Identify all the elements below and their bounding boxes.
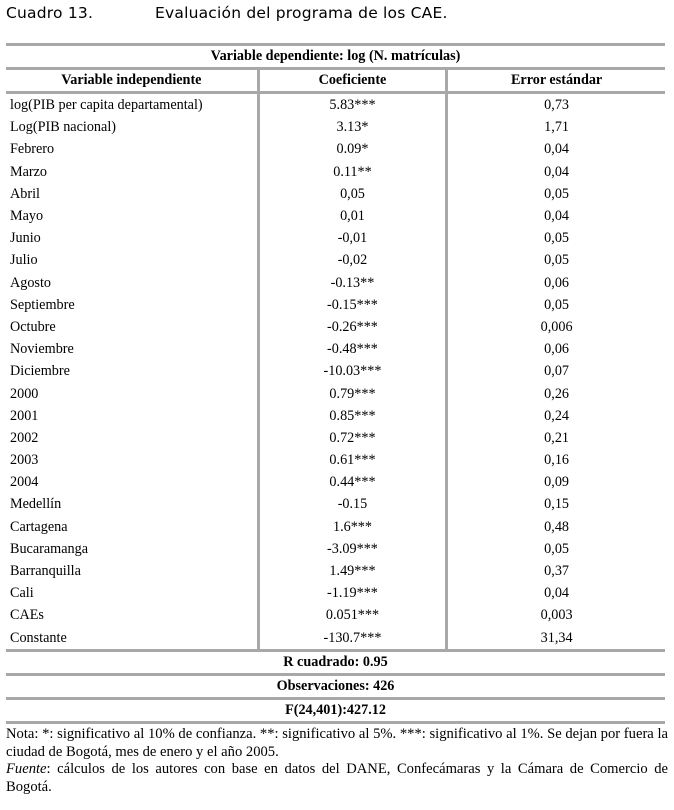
variable-cell: Cali <box>10 585 34 602</box>
std-error-cell: 0,16 <box>447 449 665 471</box>
coefficient-cell: -10.03*** <box>258 360 446 382</box>
std-error-cell: 0,06 <box>447 338 665 360</box>
significance-note: Nota: *: significativo al 10% de confianza. **: significativo al 5%. ***: significativo al 1%. Se dejan por fuera la ciudad de Bogotá, mes de enero y el año 2005. <box>6 726 668 760</box>
variable-cell: Log(PIB nacional) <box>10 119 116 136</box>
table-row <box>6 272 665 294</box>
variable-cell: 2000 <box>10 385 39 402</box>
variable-cell: Mayo <box>10 208 44 225</box>
std-error-cell: 0,05 <box>447 294 665 316</box>
table-row <box>6 516 665 538</box>
table-row <box>6 382 665 404</box>
table-row <box>6 338 665 360</box>
variable-cell: Febrero <box>10 141 55 158</box>
coefficient-cell: 0.051*** <box>258 604 446 626</box>
table-row <box>6 93 665 117</box>
std-error-cell: 0,26 <box>447 382 665 404</box>
variable-cell: Abril <box>10 185 40 202</box>
variable-cell: Julio <box>10 252 38 269</box>
table-row <box>6 471 665 493</box>
table-stats <box>6 650 665 722</box>
variable-cell: Bucaramanga <box>10 540 88 557</box>
table-row <box>6 449 665 471</box>
table-row <box>6 493 665 515</box>
source-text: : cálculos de los autores con base en datos del DANE, Confecámaras y la Cámara de Comercio de Bogotá. <box>6 761 668 795</box>
std-error-cell: 0,04 <box>447 138 665 160</box>
coefficient-cell: -0.48*** <box>258 338 446 360</box>
std-error-cell: 0,24 <box>447 405 665 427</box>
std-error-cell: 31,34 <box>447 627 665 651</box>
coefficient-cell: 0.09* <box>258 138 446 160</box>
variable-cell: CAEs <box>10 607 44 624</box>
source-label: Fuente <box>6 761 47 778</box>
std-error-cell: 0,73 <box>447 93 665 117</box>
coefficient-cell: 1.49*** <box>258 560 446 582</box>
variable-cell: Diciembre <box>10 363 70 380</box>
table-row <box>6 205 665 227</box>
std-error-cell: 0,05 <box>447 227 665 249</box>
table-row <box>6 249 665 271</box>
table-row <box>6 427 665 449</box>
stat-cell: R cuadrado: 0.95 <box>6 650 665 674</box>
table-row <box>6 360 665 382</box>
std-error-cell: 0,05 <box>447 538 665 560</box>
coefficient-cell: -0.15*** <box>258 294 446 316</box>
caption-number: Cuadro 13. <box>6 4 94 22</box>
coefficient-cell: -0.15 <box>258 493 446 515</box>
std-error-cell: 0,15 <box>447 493 665 515</box>
std-error-cell: 0,04 <box>447 582 665 604</box>
table-row <box>6 582 665 604</box>
coefficient-cell: 1.6*** <box>258 516 446 538</box>
std-error-cell: 0,04 <box>447 161 665 183</box>
std-error-cell: 0,09 <box>447 471 665 493</box>
coefficient-cell: 0.85*** <box>258 405 446 427</box>
table-body <box>6 93 665 651</box>
coefficient-cell: 5.83*** <box>258 93 446 117</box>
variable-cell: Noviembre <box>10 341 74 358</box>
table-row <box>6 116 665 138</box>
stat-row <box>6 698 665 722</box>
coefficient-cell: -130.7*** <box>258 627 446 651</box>
table-caption <box>6 4 666 30</box>
source-note <box>6 761 668 796</box>
coefficient-cell: 0.61*** <box>258 449 446 471</box>
variable-cell: Octubre <box>10 318 56 335</box>
std-error-cell: 0,05 <box>447 249 665 271</box>
caption-title: Evaluación del programa de los CAE. <box>155 4 448 22</box>
variable-cell: 2001 <box>10 407 39 424</box>
table-row <box>6 405 665 427</box>
table-row <box>6 161 665 183</box>
stat-cell: F(24,401):427.12 <box>6 698 665 722</box>
variable-cell: 2003 <box>10 452 39 469</box>
column-header-variable: Variable independiente <box>6 69 258 93</box>
variable-cell: Marzo <box>10 163 48 180</box>
variable-cell: Constante <box>10 629 67 646</box>
coefficient-cell: 0.44*** <box>258 471 446 493</box>
table-row <box>6 627 665 651</box>
coefficient-cell: -0.13** <box>258 272 446 294</box>
table-row <box>6 183 665 205</box>
coefficient-cell: -0,01 <box>258 227 446 249</box>
stat-row <box>6 674 665 698</box>
table-notes <box>6 726 668 796</box>
stat-row <box>6 650 665 674</box>
std-error-cell: 0,04 <box>447 205 665 227</box>
variable-cell: Septiembre <box>10 296 75 313</box>
table-row <box>6 294 665 316</box>
table-row <box>6 604 665 626</box>
table-row <box>6 560 665 582</box>
dependent-variable-header: Variable dependiente: log (N. matrículas) <box>6 45 665 69</box>
column-header-coefficient: Coeficiente <box>258 69 446 93</box>
variable-cell: Cartagena <box>10 518 68 535</box>
coefficient-cell: 3.13* <box>258 116 446 138</box>
std-error-cell: 0,21 <box>447 427 665 449</box>
coefficient-cell: 0.11** <box>258 161 446 183</box>
regression-table <box>6 43 665 724</box>
stat-cell: Observaciones: 426 <box>6 674 665 698</box>
variable-cell: Junio <box>10 230 41 247</box>
std-error-cell: 0,48 <box>447 516 665 538</box>
std-error-cell: 1,71 <box>447 116 665 138</box>
variable-cell: Medellín <box>10 496 62 513</box>
std-error-cell: 0,06 <box>447 272 665 294</box>
table-row <box>6 538 665 560</box>
std-error-cell: 0,07 <box>447 360 665 382</box>
std-error-cell: 0,05 <box>447 183 665 205</box>
coefficient-cell: 0.79*** <box>258 382 446 404</box>
variable-cell: 2002 <box>10 429 39 446</box>
std-error-cell: 0,006 <box>447 316 665 338</box>
coefficient-cell: -0,02 <box>258 249 446 271</box>
table-row <box>6 316 665 338</box>
coefficient-cell: 0,05 <box>258 183 446 205</box>
variable-cell: log(PIB per capita departamental) <box>10 97 203 114</box>
table-row <box>6 227 665 249</box>
variable-cell: 2004 <box>10 474 39 491</box>
coefficient-cell: -3.09*** <box>258 538 446 560</box>
variable-cell: Barranquilla <box>10 563 81 580</box>
column-header-std-error: Error estándar <box>447 69 665 93</box>
table-row <box>6 138 665 160</box>
std-error-cell: 0,003 <box>447 604 665 626</box>
coefficient-cell: -1.19*** <box>258 582 446 604</box>
coefficient-cell: 0,01 <box>258 205 446 227</box>
std-error-cell: 0,37 <box>447 560 665 582</box>
variable-cell: Agosto <box>10 274 51 291</box>
coefficient-cell: 0.72*** <box>258 427 446 449</box>
coefficient-cell: -0.26*** <box>258 316 446 338</box>
